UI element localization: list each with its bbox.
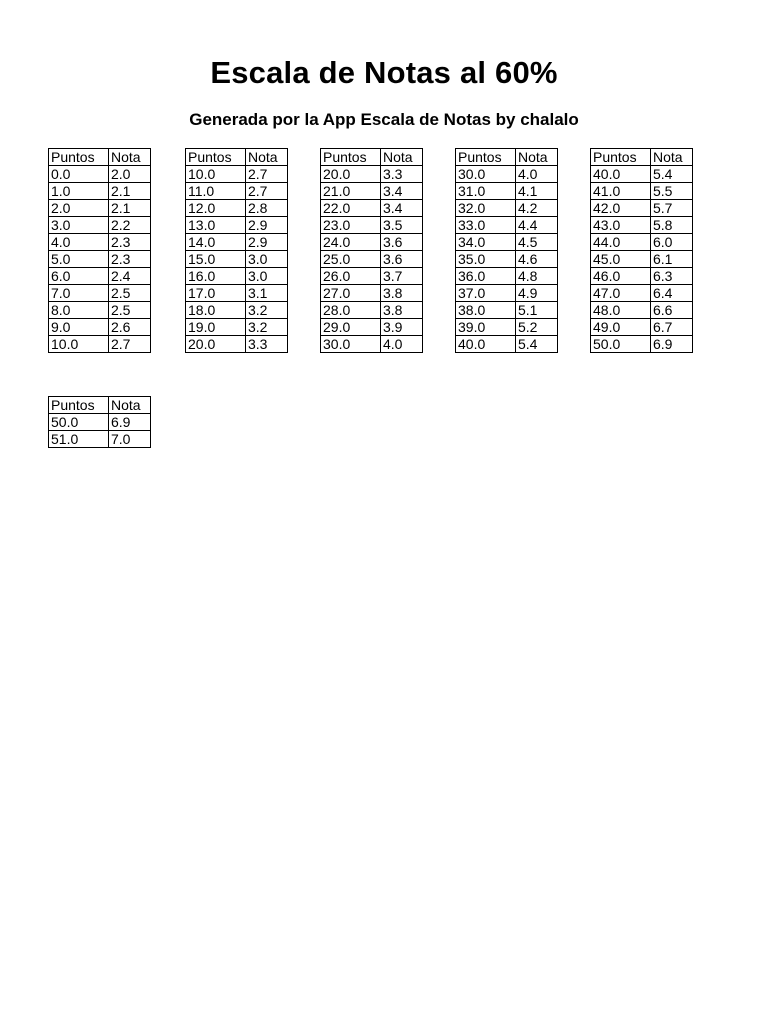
nota-cell: 4.2 — [516, 200, 558, 217]
puntos-cell: 50.0 — [49, 414, 109, 431]
nota-cell: 5.1 — [516, 302, 558, 319]
puntos-cell: 32.0 — [456, 200, 516, 217]
nota-cell: 6.9 — [109, 414, 151, 431]
nota-cell: 5.8 — [651, 217, 693, 234]
nota-cell: 3.7 — [381, 268, 423, 285]
table-row — [321, 285, 423, 302]
column-header-nota: Nota — [246, 149, 288, 166]
puntos-cell: 5.0 — [49, 251, 109, 268]
table-row — [321, 336, 423, 353]
table-row — [49, 268, 151, 285]
column-header-puntos: Puntos — [49, 397, 109, 414]
puntos-cell: 10.0 — [186, 166, 246, 183]
table-row — [591, 183, 693, 200]
table-row — [591, 319, 693, 336]
nota-cell: 3.9 — [381, 319, 423, 336]
table-row — [49, 431, 151, 448]
table-row — [456, 166, 558, 183]
nota-cell: 2.7 — [246, 166, 288, 183]
nota-cell: 2.7 — [246, 183, 288, 200]
column-header-puntos: Puntos — [456, 149, 516, 166]
column-header-nota: Nota — [381, 149, 423, 166]
table-row — [456, 200, 558, 217]
table-row — [186, 166, 288, 183]
table-row — [591, 336, 693, 353]
table-header-row — [49, 397, 151, 414]
nota-cell: 5.7 — [651, 200, 693, 217]
table-row — [456, 336, 558, 353]
puntos-cell: 6.0 — [49, 268, 109, 285]
table-row — [49, 319, 151, 336]
nota-cell: 3.2 — [246, 302, 288, 319]
column-header-nota: Nota — [109, 149, 151, 166]
table-row — [591, 251, 693, 268]
nota-cell: 4.5 — [516, 234, 558, 251]
puntos-cell: 15.0 — [186, 251, 246, 268]
nota-cell: 3.4 — [381, 183, 423, 200]
puntos-cell: 44.0 — [591, 234, 651, 251]
puntos-cell: 28.0 — [321, 302, 381, 319]
table-row — [321, 268, 423, 285]
grade-table — [48, 396, 151, 448]
puntos-cell: 40.0 — [591, 166, 651, 183]
nota-cell: 2.1 — [109, 183, 151, 200]
puntos-cell: 24.0 — [321, 234, 381, 251]
table-row — [321, 234, 423, 251]
table-row — [186, 251, 288, 268]
nota-cell: 7.0 — [109, 431, 151, 448]
table-row — [321, 302, 423, 319]
table-row — [49, 414, 151, 431]
table-row — [186, 285, 288, 302]
nota-cell: 2.0 — [109, 166, 151, 183]
table-row — [591, 217, 693, 234]
page-subtitle: Generada por la App Escala de Notas by chalalo — [189, 110, 579, 129]
puntos-cell: 38.0 — [456, 302, 516, 319]
nota-cell: 3.5 — [381, 217, 423, 234]
nota-cell: 2.2 — [109, 217, 151, 234]
table-row — [591, 234, 693, 251]
puntos-cell: 20.0 — [186, 336, 246, 353]
grade-table — [185, 148, 288, 353]
table-row — [321, 217, 423, 234]
grade-table — [455, 148, 558, 353]
table-row — [591, 268, 693, 285]
puntos-cell: 2.0 — [49, 200, 109, 217]
nota-cell: 3.3 — [381, 166, 423, 183]
puntos-cell: 0.0 — [49, 166, 109, 183]
table-row — [186, 319, 288, 336]
table-row — [456, 302, 558, 319]
nota-cell: 2.3 — [109, 251, 151, 268]
puntos-cell: 7.0 — [49, 285, 109, 302]
puntos-cell: 37.0 — [456, 285, 516, 302]
nota-cell: 3.1 — [246, 285, 288, 302]
puntos-cell: 10.0 — [49, 336, 109, 353]
column-header-puntos: Puntos — [321, 149, 381, 166]
puntos-cell: 13.0 — [186, 217, 246, 234]
grade-table — [590, 148, 693, 353]
puntos-cell: 9.0 — [49, 319, 109, 336]
column-header-nota: Nota — [651, 149, 693, 166]
nota-cell: 2.8 — [246, 200, 288, 217]
nota-cell: 5.2 — [516, 319, 558, 336]
puntos-cell: 1.0 — [49, 183, 109, 200]
puntos-cell: 43.0 — [591, 217, 651, 234]
nota-cell: 3.6 — [381, 234, 423, 251]
nota-cell: 2.4 — [109, 268, 151, 285]
table-row — [456, 251, 558, 268]
nota-cell: 4.0 — [381, 336, 423, 353]
puntos-cell: 23.0 — [321, 217, 381, 234]
puntos-cell: 29.0 — [321, 319, 381, 336]
table-row — [321, 319, 423, 336]
puntos-cell: 51.0 — [49, 431, 109, 448]
table-header-row — [456, 149, 558, 166]
nota-cell: 3.4 — [381, 200, 423, 217]
column-header-nota: Nota — [516, 149, 558, 166]
puntos-cell: 41.0 — [591, 183, 651, 200]
table-header-row — [321, 149, 423, 166]
nota-cell: 2.9 — [246, 217, 288, 234]
puntos-cell: 26.0 — [321, 268, 381, 285]
grade-table — [320, 148, 423, 353]
column-header-nota: Nota — [109, 397, 151, 414]
puntos-cell: 11.0 — [186, 183, 246, 200]
table-row — [321, 183, 423, 200]
puntos-cell: 20.0 — [321, 166, 381, 183]
puntos-cell: 27.0 — [321, 285, 381, 302]
nota-cell: 3.8 — [381, 302, 423, 319]
table-row — [186, 200, 288, 217]
puntos-cell: 49.0 — [591, 319, 651, 336]
table-row — [321, 200, 423, 217]
table-row — [456, 268, 558, 285]
nota-cell: 3.0 — [246, 251, 288, 268]
nota-cell: 3.6 — [381, 251, 423, 268]
table-row — [456, 285, 558, 302]
table-row — [321, 251, 423, 268]
table-row — [591, 302, 693, 319]
nota-cell: 2.6 — [109, 319, 151, 336]
table-header-row — [186, 149, 288, 166]
nota-cell: 2.1 — [109, 200, 151, 217]
puntos-cell: 35.0 — [456, 251, 516, 268]
table-row — [49, 336, 151, 353]
grade-table — [48, 148, 151, 353]
nota-cell: 4.8 — [516, 268, 558, 285]
puntos-cell: 14.0 — [186, 234, 246, 251]
nota-cell: 3.2 — [246, 319, 288, 336]
puntos-cell: 22.0 — [321, 200, 381, 217]
nota-cell: 5.5 — [651, 183, 693, 200]
table-row — [49, 217, 151, 234]
puntos-cell: 34.0 — [456, 234, 516, 251]
table-row — [49, 166, 151, 183]
table-row — [49, 234, 151, 251]
table-header-row — [591, 149, 693, 166]
nota-cell: 2.5 — [109, 285, 151, 302]
nota-cell: 5.4 — [651, 166, 693, 183]
puntos-cell: 21.0 — [321, 183, 381, 200]
puntos-cell: 12.0 — [186, 200, 246, 217]
nota-cell: 6.9 — [651, 336, 693, 353]
nota-cell: 2.5 — [109, 302, 151, 319]
puntos-cell: 33.0 — [456, 217, 516, 234]
nota-cell: 6.0 — [651, 234, 693, 251]
table-row — [49, 285, 151, 302]
column-header-puntos: Puntos — [49, 149, 109, 166]
puntos-cell: 3.0 — [49, 217, 109, 234]
nota-cell: 4.4 — [516, 217, 558, 234]
nota-cell: 4.1 — [516, 183, 558, 200]
table-row — [186, 217, 288, 234]
table-row — [186, 302, 288, 319]
puntos-cell: 47.0 — [591, 285, 651, 302]
nota-cell: 3.0 — [246, 268, 288, 285]
table-row — [456, 319, 558, 336]
nota-cell: 2.7 — [109, 336, 151, 353]
table-row — [186, 234, 288, 251]
nota-cell: 3.8 — [381, 285, 423, 302]
column-header-puntos: Puntos — [186, 149, 246, 166]
table-row — [321, 166, 423, 183]
puntos-cell: 31.0 — [456, 183, 516, 200]
puntos-cell: 19.0 — [186, 319, 246, 336]
nota-cell: 2.9 — [246, 234, 288, 251]
nota-cell: 6.7 — [651, 319, 693, 336]
nota-cell: 4.0 — [516, 166, 558, 183]
puntos-cell: 4.0 — [49, 234, 109, 251]
puntos-cell: 45.0 — [591, 251, 651, 268]
table-header-row — [49, 149, 151, 166]
table-row — [186, 268, 288, 285]
table-row — [49, 302, 151, 319]
puntos-cell: 30.0 — [456, 166, 516, 183]
nota-cell: 6.1 — [651, 251, 693, 268]
nota-cell: 5.4 — [516, 336, 558, 353]
nota-cell: 4.9 — [516, 285, 558, 302]
puntos-cell: 8.0 — [49, 302, 109, 319]
table-row — [591, 166, 693, 183]
table-row — [456, 183, 558, 200]
puntos-cell: 36.0 — [456, 268, 516, 285]
puntos-cell: 18.0 — [186, 302, 246, 319]
table-row — [49, 183, 151, 200]
table-row — [591, 285, 693, 302]
puntos-cell: 16.0 — [186, 268, 246, 285]
puntos-cell: 17.0 — [186, 285, 246, 302]
nota-cell: 6.4 — [651, 285, 693, 302]
puntos-cell: 40.0 — [456, 336, 516, 353]
table-row — [186, 183, 288, 200]
table-row — [49, 251, 151, 268]
puntos-cell: 25.0 — [321, 251, 381, 268]
puntos-cell: 50.0 — [591, 336, 651, 353]
nota-cell: 4.6 — [516, 251, 558, 268]
nota-cell: 2.3 — [109, 234, 151, 251]
puntos-cell: 30.0 — [321, 336, 381, 353]
table-row — [49, 200, 151, 217]
nota-cell: 3.3 — [246, 336, 288, 353]
table-row — [591, 200, 693, 217]
nota-cell: 6.3 — [651, 268, 693, 285]
puntos-cell: 42.0 — [591, 200, 651, 217]
page-title: Escala de Notas al 60% — [210, 55, 558, 90]
puntos-cell: 48.0 — [591, 302, 651, 319]
puntos-cell: 39.0 — [456, 319, 516, 336]
puntos-cell: 46.0 — [591, 268, 651, 285]
nota-cell: 6.6 — [651, 302, 693, 319]
column-header-puntos: Puntos — [591, 149, 651, 166]
table-row — [456, 234, 558, 251]
table-row — [186, 336, 288, 353]
table-row — [456, 217, 558, 234]
